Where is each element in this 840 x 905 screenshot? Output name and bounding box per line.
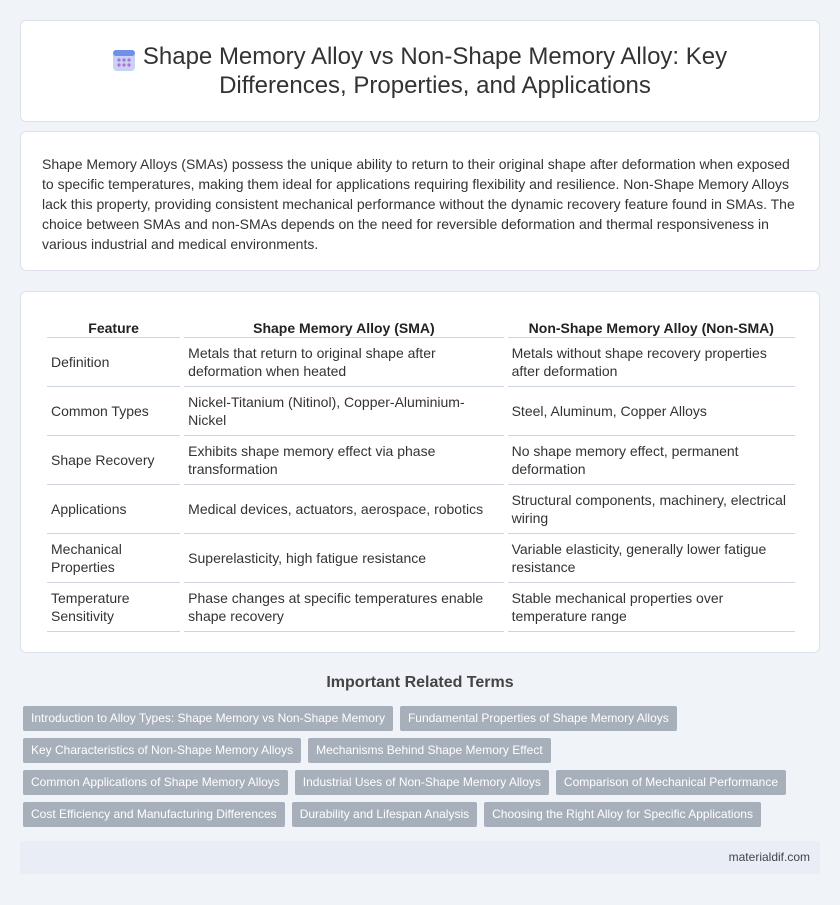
site-credit[interactable]: materialdif.com [728,850,810,864]
related-tag[interactable]: Common Applications of Shape Memory Alloys [23,770,288,795]
sma-cell: Superelasticity, high fatigue resistance [184,534,503,583]
table-row [47,436,795,485]
intro-card [20,131,820,271]
related-tag[interactable]: Fundamental Properties of Shape Memory Alloys [400,706,677,731]
sma-cell: Phase changes at specific temperatures enable shape recovery [184,583,503,632]
header-non-sma: Non-Shape Memory Alloy (Non-SMA) [508,318,795,338]
feature-cell: Shape Recovery [47,436,180,485]
table-row [47,338,795,387]
header-feature: Feature [47,318,180,338]
related-tag[interactable]: Cost Efficiency and Manufacturing Differences [23,802,285,827]
non-sma-cell: Metals without shape recovery properties after deformation [508,338,795,387]
header-sma: Shape Memory Alloy (SMA) [184,318,503,338]
feature-cell: Temperature Sensitivity [47,583,180,632]
sma-cell: Medical devices, actuators, aerospace, robotics [184,485,503,534]
comparison-card [20,291,820,653]
sma-cell: Nickel-Titanium (Nitinol), Copper-Aluminium-Nickel [184,387,503,436]
feature-cell: Mechanical Properties [47,534,180,583]
title-card [20,20,820,122]
footer-bar [20,841,820,874]
table-header-row [47,318,795,338]
related-tag[interactable]: Comparison of Mechanical Performance [556,770,786,795]
table-row [47,534,795,583]
related-terms-heading: Important Related Terms [326,674,514,691]
non-sma-cell: No shape memory effect, permanent deformation [508,436,795,485]
related-tags-row [23,738,551,763]
related-tag[interactable]: Key Characteristics of Non-Shape Memory Alloys [23,738,301,763]
related-tags-row [23,802,761,827]
sma-cell: Exhibits shape memory effect via phase transformation [184,436,503,485]
intro-paragraph: Shape Memory Alloys (SMAs) possess the unique ability to return to their original shape after deformation when exposed to specific temperatures, making them ideal for applications requiring flexibility and resilience. Non-Shape Memory Alloys lack this property, providing consistent mechanical performance without the dynamic recovery feature found in SMAs. The choice between SMAs and non-SMAs depends on the need for reversible deformation and thermal responsiveness in various industrial and medical environments. [42,156,795,252]
related-tag[interactable]: Durability and Lifespan Analysis [292,802,477,827]
feature-cell: Common Types [47,387,180,436]
non-sma-cell: Variable elasticity, generally lower fatigue resistance [508,534,795,583]
related-tag[interactable]: Choosing the Right Alloy for Specific Applications [484,802,761,827]
sma-cell: Metals that return to original shape after deformation when heated [184,338,503,387]
related-tags-row [23,706,677,731]
table-row [47,387,795,436]
feature-cell: Applications [47,485,180,534]
related-tags-row [23,770,786,795]
page-title: Shape Memory Alloy vs Non-Shape Memory Alloy: Key Differences, Properties, and Applications [142,43,728,99]
related-tag[interactable]: Introduction to Alloy Types: Shape Memory vs Non-Shape Memory [23,706,393,731]
table-row [47,485,795,534]
non-sma-cell: Structural components, machinery, electrical wiring [508,485,795,534]
non-sma-cell: Steel, Aluminum, Copper Alloys [508,387,795,436]
table-row [47,583,795,632]
related-tag[interactable]: Mechanisms Behind Shape Memory Effect [308,738,551,763]
related-tag[interactable]: Industrial Uses of Non-Shape Memory Alloys [295,770,549,795]
non-sma-cell: Stable mechanical properties over temperature range [508,583,795,632]
comparison-table [43,318,799,632]
feature-cell: Definition [47,338,180,387]
